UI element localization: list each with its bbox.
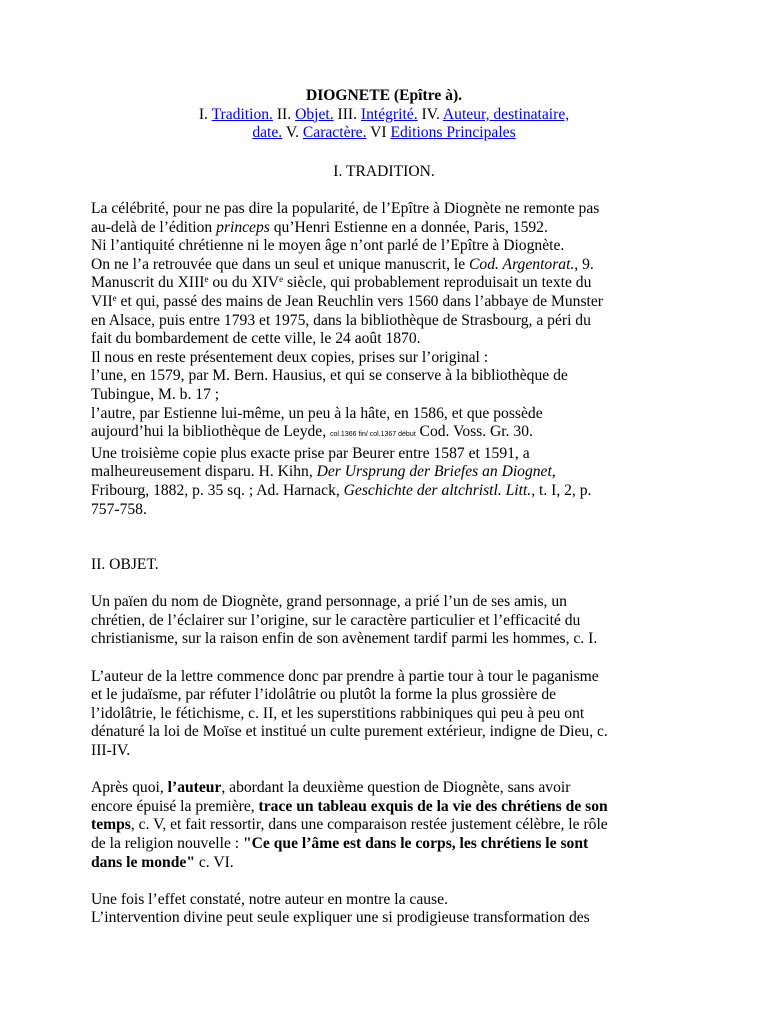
text-line: en Alsace, puis entre 1793 et 1975, dans la bibliothèque de Strasbourg, a péri du [91,311,591,329]
text-line: aujourd’hui la bibliothèque de Leyde, col.1366 fin/ col.1367 début Cod. Voss. Gr. 30. [91,423,533,441]
toc-number-4: IV. [417,105,443,123]
toc-number-5: V. [282,124,303,142]
text-line: fait du bombardement de cette ville, le 24 août 1870. [91,330,421,348]
toc-number-2: II. [272,105,296,123]
text-line: chrétien, de l’éclairer sur l’origine, sur le caractère particulier et l’efficacité du [91,611,581,629]
section-tradition-text [91,200,691,519]
toc-number-1: I. [198,105,212,123]
paragraph [91,668,691,761]
text-line: Il nous en reste présentement deux copies, prises sur l’original : [91,348,489,366]
text-line: Après quoi, l’auteur, abordant la deuxième question de Diognète, sans avoir [91,779,571,797]
toc-link-auteur[interactable]: Auteur, destinataire, [442,105,570,123]
section-heading-tradition: I. TRADITION. [333,163,435,180]
text-line: On ne l’a retrouvée que dans un seul et unique manuscrit, le Cod. Argentorat., 9. [91,255,594,273]
document-body [91,200,691,928]
text-line: encore épuisé la première, trace un tableau exquis de la vie des chrétiens de son [91,797,608,815]
text-line: l’une, en 1579, par M. Bern. Hausius, et qui se conserve à la bibliothèque de [91,367,568,385]
text-line: l’idolâtrie, le fétichisme, c. II, et les superstitions rabbiniques qui peu à peu ont [91,704,585,722]
toc-line-2 [0,124,768,143]
text-line: Manuscrit du XIIIe ou du XIVe siècle, qui probablement reproduisait un texte du [91,274,592,292]
toc-link-tradition[interactable]: Tradition. [211,105,273,123]
toc-link-caractere[interactable]: Caractère. [302,124,367,142]
column-marker: col.1366 fin/ col.1367 début [330,431,416,439]
toc-number-6: VI [366,124,391,142]
text-line: dans le monde" c. VI. [91,853,234,871]
document-header [0,87,768,143]
text-line: malheureusement disparu. H. Kihn, Der Ursprung der Briefes an Diognet, [91,463,556,481]
text-line: L’auteur de la lettre commence donc par prendre à partie tour à tour le paganisme [91,667,599,685]
text-line: et le judaïsme, par réfuter l’idolâtrie ou plutôt la forme la plus grossière de [91,686,557,704]
section-heading-objet: II. OBJET. [91,556,159,574]
text-line: temps, c. V, et fait ressortir, dans une comparaison restée justement célèbre, le rôle [91,816,608,834]
text-line: Fribourg, 1882, p. 35 sq. ; Ad. Harnack, Geschichte der altchristl. Litt., t. I, 2, p. [91,481,592,499]
paragraph [91,779,691,872]
page-title: DIOGNETE (Epître à). [305,87,463,104]
toc-link-date[interactable]: date. [252,124,283,142]
toc-line-1 [0,106,768,125]
toc-link-integrite[interactable]: Intégrité. [360,105,418,123]
toc-number-3: III. [333,105,361,123]
text-line: La célébrité, pour ne pas dire la popularité, de l’Epître à Diognète ne remonte pas [91,200,600,217]
text-line: de la religion nouvelle : "Ce que l’âme est dans le corps, les chrétiens le sont [91,835,589,852]
text-line: l’autre, par Estienne lui-même, un peu à la hâte, en 1586, et que possède [91,404,543,422]
text-line: Un païen du nom de Diognète, grand personnage, a prié l’un de ses amis, un [91,593,567,611]
text-line: dénaturé la loi de Moïse et institué un culte purement extérieur, indigne de Dieu, c. [91,723,608,741]
text-line: au-delà de l’édition princeps qu’Henri Estienne en a donnée, Paris, 1592. [91,218,548,236]
text-line: Tubingue, M. b. 17 ; [91,385,220,403]
text-line: III-IV. [91,742,131,760]
text-line: Une fois l’effet constaté, notre auteur en montre la cause. [91,890,448,908]
text-line: christianisme, sur la raison enfin de son avènement tardif parmi les hommes, c. I. [91,630,598,648]
paragraph [91,891,691,928]
text-line: Une troisième copie plus exacte prise par Beurer entre 1587 et 1591, a [91,444,530,462]
text-line: L’intervention divine peut seule expliquer une si prodigieuse transformation des [91,909,590,927]
toc-link-editions[interactable]: Editions Principales [390,124,516,142]
toc-link-objet[interactable]: Objet. [295,105,334,123]
paragraph [91,593,691,649]
text-line: Ni l’antiquité chrétienne ni le moyen âge n’ont parlé de l’Epître à Diognète. [91,237,565,255]
text-line: 757-758. [91,500,147,518]
text-line: VIIe et qui, passé des mains de Jean Reuchlin vers 1560 dans l’abbaye de Munster [91,292,603,310]
